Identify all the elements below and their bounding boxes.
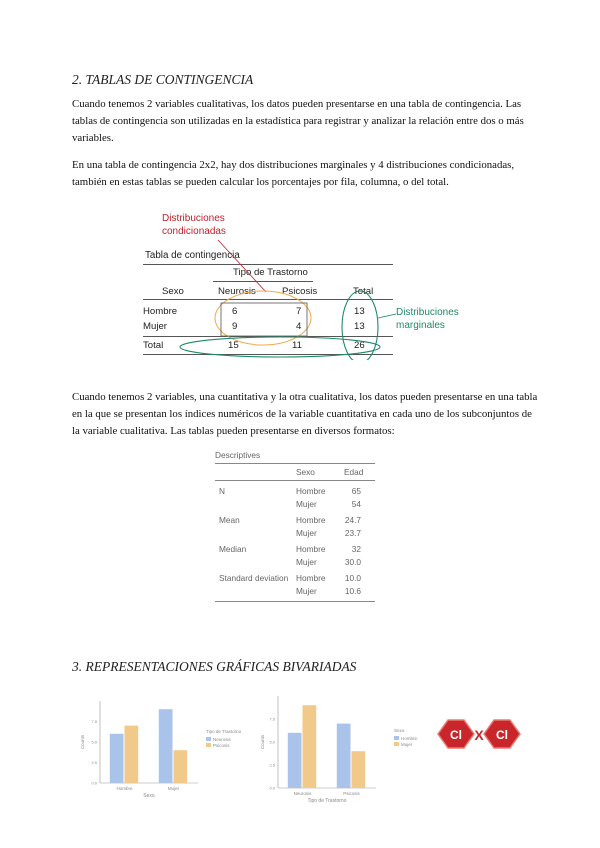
y-tick-label: 0.0: [91, 780, 97, 786]
stat-value: 24.7: [344, 515, 361, 525]
bar-neurosis-hombre: [110, 734, 124, 783]
y-tick-label: 7.5: [269, 716, 275, 722]
paragraph-intro: Cuando tenemos 2 variables cualitativas, los datos pueden presentarse en una tabla de contingencia. Las tablas de contingencia son utilizadas en la estadística para registrar y analizar la relación entre dos o más variables.: [72, 98, 524, 144]
stat-value: 32: [351, 544, 361, 554]
stat-value: 65: [351, 486, 361, 496]
group-label: Hombre: [296, 544, 326, 554]
y-tick-label: 2.5: [269, 762, 275, 768]
stat-value: 10.6: [344, 586, 361, 596]
marginal-arrow: [378, 314, 396, 318]
annotation-marginal: Distribuciones marginales: [396, 307, 459, 331]
cell: 26: [354, 340, 365, 351]
ci-label-left: Cl: [450, 728, 462, 742]
y-tick-label: 0.0: [269, 785, 275, 791]
y-tick-label: 7.5: [91, 719, 97, 724]
bar-mujer-neurosis: [303, 705, 317, 788]
section-heading-charts: 3. REPRESENTACIONES GRÁFICAS BIVARIADAS: [72, 659, 357, 674]
cell: 15: [228, 340, 239, 351]
legend-label: Psicosis: [213, 743, 230, 748]
y-tick-label: 2.5: [91, 760, 97, 765]
annotation-conditioned: Distribuciones condicionadas: [162, 213, 226, 237]
legend-label: Neurosis: [213, 737, 231, 742]
cell: 9: [232, 321, 238, 332]
x-axis-label: Sexo: [143, 793, 155, 799]
section-heading-contingency: 2. TABLAS DE CONTINGENCIA: [72, 72, 254, 87]
legend-title: Tipo de Trastorno: [206, 729, 242, 734]
stat-label: Mean: [219, 515, 240, 525]
col-neurosis: Neurosis: [218, 286, 256, 297]
bar-psicosis-hombre: [125, 726, 139, 783]
cell: 7: [296, 306, 302, 317]
bar-hombre-psicosis: [337, 724, 351, 788]
col-edad: Edad: [344, 467, 364, 477]
annotation-arrow: [218, 240, 266, 292]
stat-label: Standard deviation: [219, 573, 289, 583]
legend-label: Hombre: [401, 736, 418, 741]
stat-value: 54: [351, 499, 361, 509]
ci-label-right: Cl: [496, 728, 508, 742]
legend-swatch: [206, 737, 211, 741]
contingency-figure: [140, 210, 470, 360]
bar-chart-by-sexo: [78, 695, 263, 803]
paragraph-quantitative: Cuando tenemos 2 variables, una cuantitativa y la otra cualitativa, los datos pueden presentarse en una tabla en la que se presentan los índices numéricos de la variable cuantitativa en cada uno de los subconjuntos de la variable cualitativa. Las tablas pueden presentarse en diversos formatos:: [72, 391, 538, 437]
marginal-ellipse-col: [342, 291, 378, 360]
descriptives-table: [215, 450, 375, 605]
x-axis-label: Tipo de Trastorno: [307, 798, 347, 804]
paragraph-marginal: En una tabla de contingencia 2x2, hay dos distribuciones marginales y 4 distribuciones condicionadas, también en estas tablas se pueden calcular los porcentajes por fila, columna, o del total.: [72, 159, 515, 188]
bar-mujer-psicosis: [352, 751, 366, 788]
stat-value: 30.0: [344, 557, 361, 567]
cell: 13: [354, 306, 365, 317]
contingency-title: Tabla de contingencia: [145, 250, 240, 261]
x-tick-label: Neurosis: [293, 791, 312, 796]
y-axis-label: Counts: [80, 734, 85, 750]
descriptives-title: Descriptives: [215, 450, 261, 460]
col-sexo: Sexo: [296, 467, 315, 477]
row-label: Total: [143, 340, 164, 351]
group-label: Mujer: [296, 499, 317, 509]
stat-value: 10.0: [344, 573, 361, 583]
x-tick-label: Hombre: [116, 786, 133, 791]
group-label: Hombre: [296, 573, 326, 583]
group-label: Mujer: [296, 586, 317, 596]
col-psicosis: Psicosis: [282, 286, 318, 297]
stat-value: 23.7: [344, 528, 361, 538]
legend-swatch: [206, 743, 211, 747]
col-sexo: Sexo: [162, 286, 184, 297]
bar-chart-by-trastorno: [258, 690, 438, 805]
y-axis-label: Counts: [260, 734, 265, 750]
y-tick-label: 5.0: [91, 739, 97, 745]
stat-label: N: [219, 486, 225, 496]
group-header: Tipo de Trastorno: [233, 267, 308, 278]
conditioned-box: [221, 303, 307, 336]
group-label: Hombre: [296, 515, 326, 525]
group-label: Mujer: [296, 528, 317, 538]
y-tick-label: 5.0: [269, 739, 275, 745]
legend-label: Mujer: [401, 742, 413, 747]
bar-hombre-neurosis: [288, 733, 302, 788]
annotation-shapes: [140, 210, 470, 360]
row-label: Hombre: [143, 306, 178, 317]
group-label: Hombre: [296, 486, 326, 496]
cell: 11: [292, 340, 302, 351]
marginal-ellipse-row: [180, 337, 380, 357]
x-tick-label: Psicosis: [343, 791, 360, 796]
cell: 4: [296, 321, 302, 332]
row-label: Mujer: [143, 321, 167, 332]
col-total: Total: [353, 286, 374, 297]
group-label: Mujer: [296, 557, 317, 567]
x-mark: X: [474, 727, 484, 743]
cell: 13: [354, 321, 365, 332]
bar-psicosis-mujer: [174, 750, 188, 783]
stat-label: Median: [219, 544, 247, 554]
x-tick-label: Mujer: [167, 786, 180, 791]
legend-title: Sexo: [394, 728, 405, 733]
cell: 6: [232, 306, 238, 317]
legend-swatch: [394, 736, 399, 740]
bar-neurosis-mujer: [159, 709, 173, 783]
legend-swatch: [394, 742, 399, 746]
ci-x-ci-logo: [436, 712, 522, 756]
